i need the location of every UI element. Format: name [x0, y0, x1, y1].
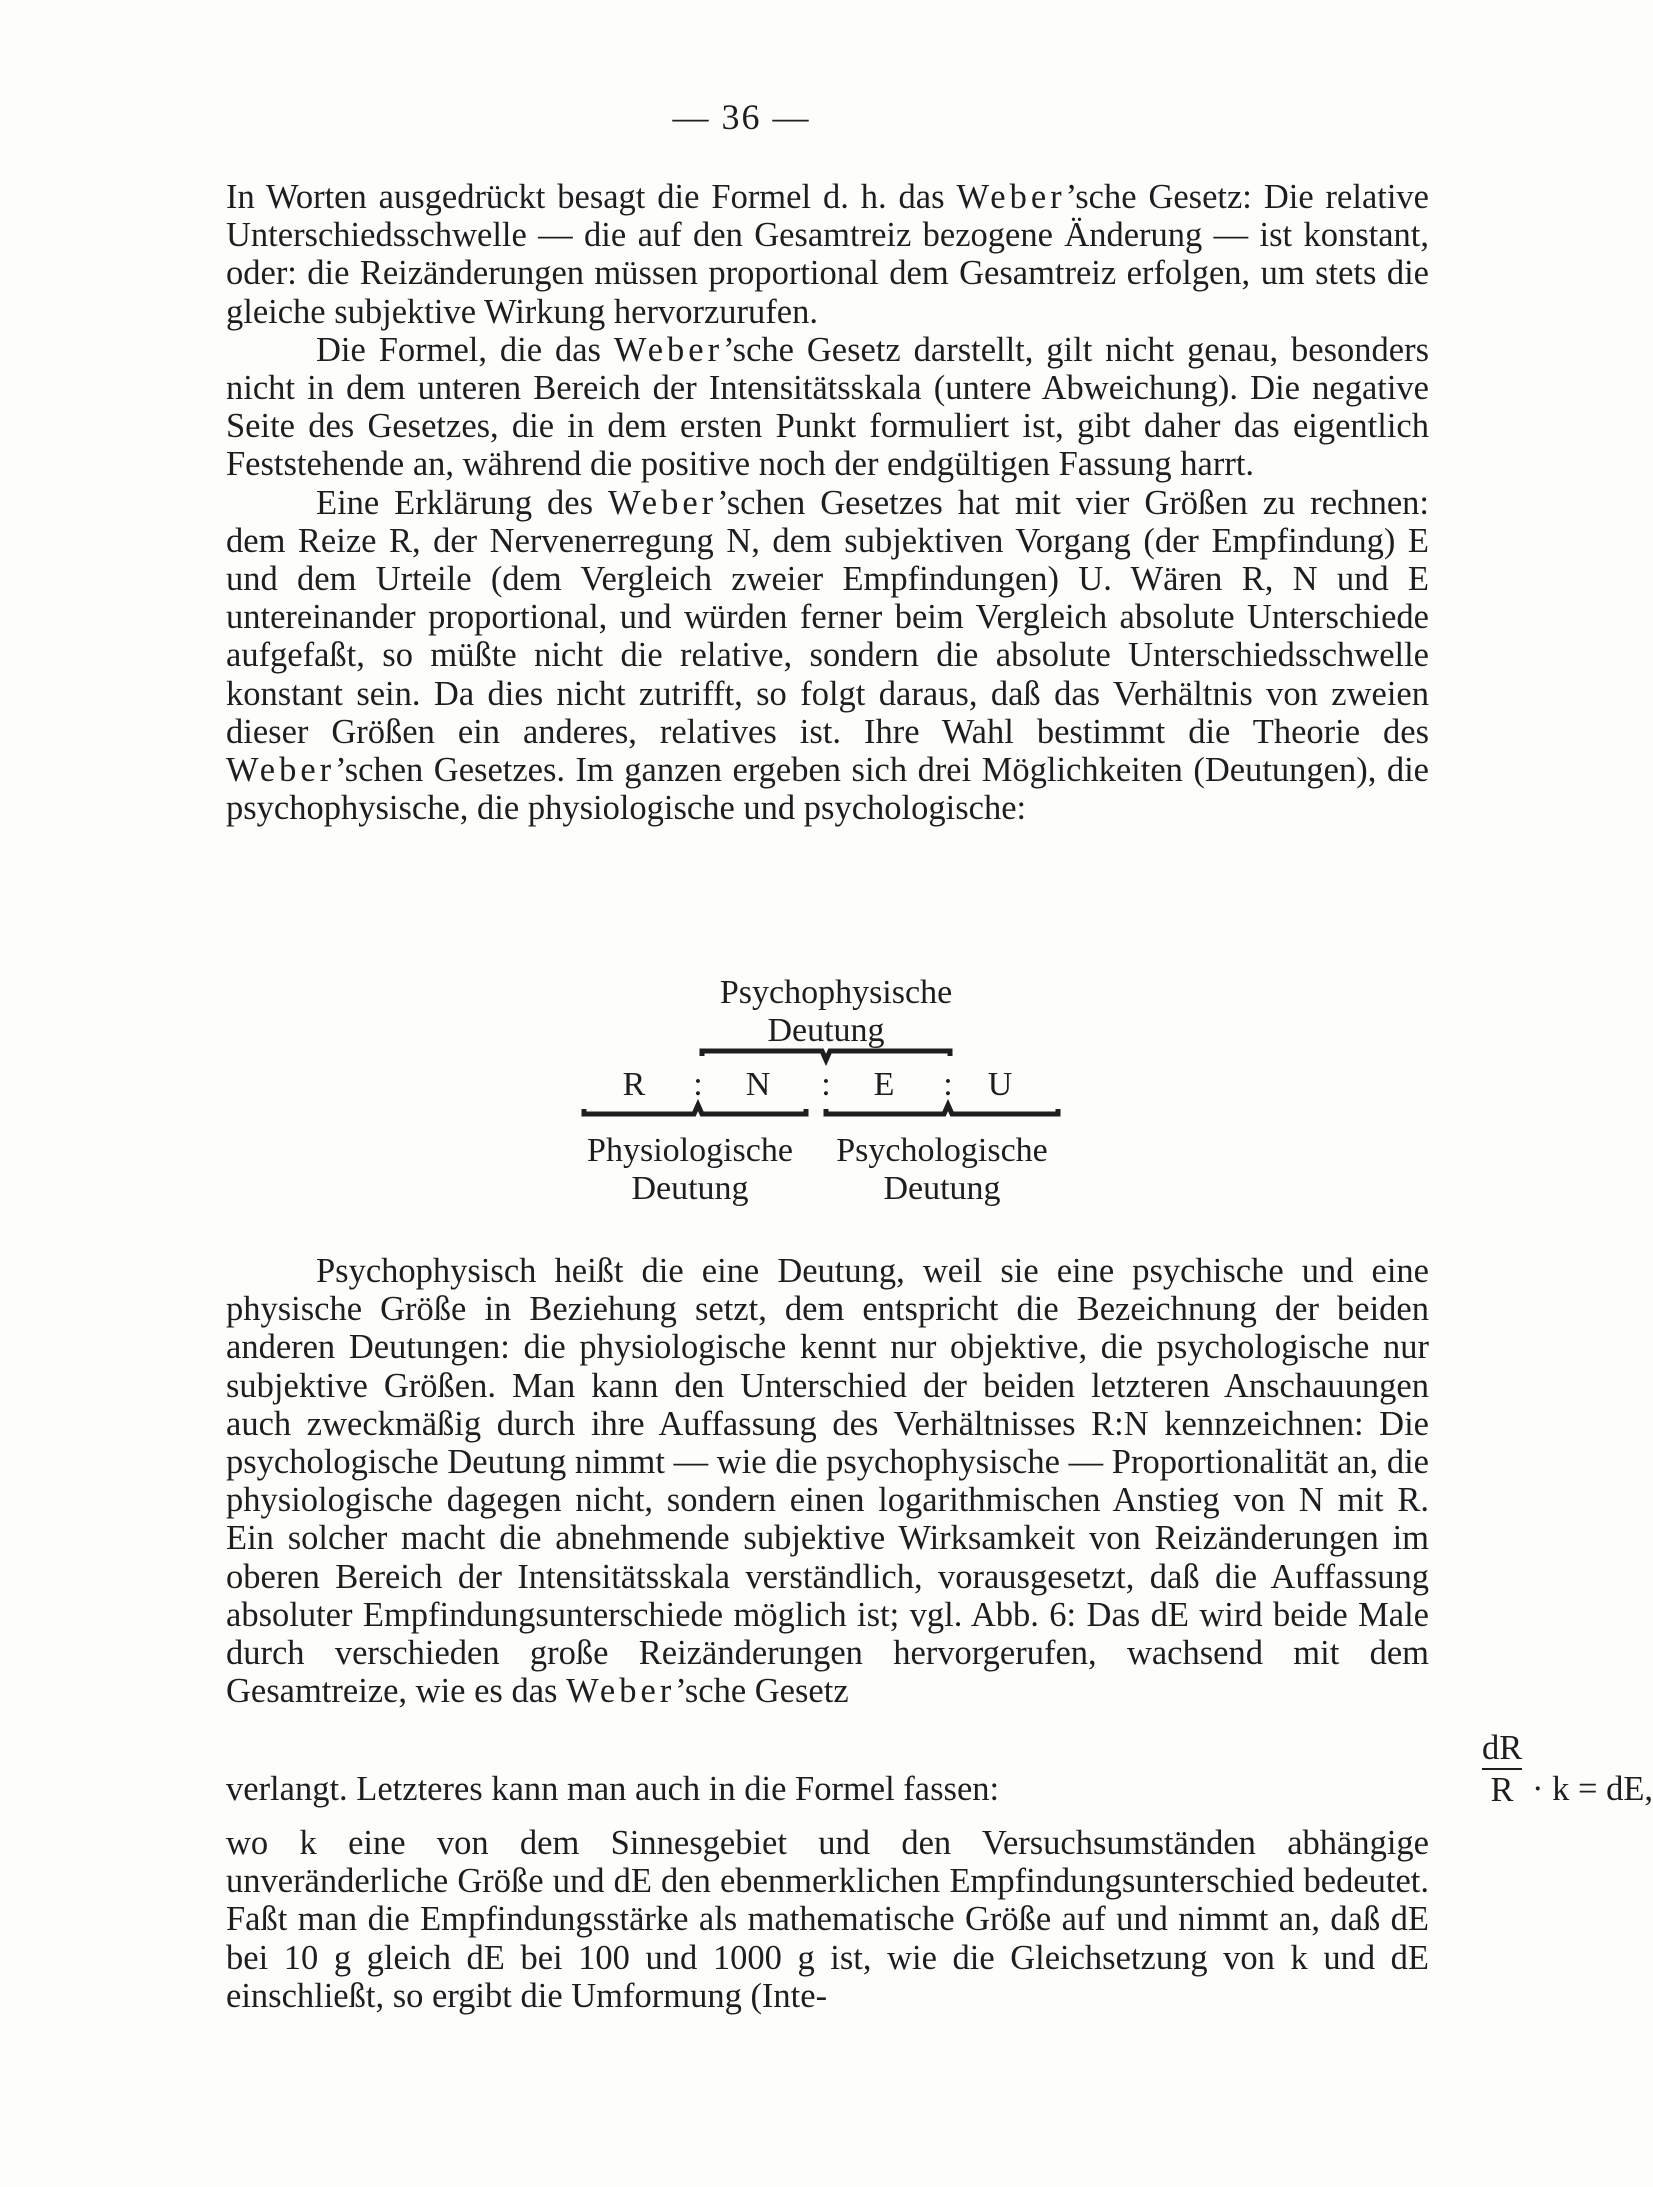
paragraph-3-text-c: ’schen Gesetzes hat mit vier Größen zu rechnen: dem Reize R, der Nervenerregung N, dem subjektiven Vorgang (der Empfindung) E und dem Urteile (dem Vergleich zweier Empfindungen) U. Wären R, N und E untereinander proportional, und würden ferner beim Vergleich absolute Unterschiede aufgefaßt, so müßte nicht die relative, sondern die absolute Unterschiedsschwelle konstant sein. Da dies nicht zutrifft, so folgt daraus, daß das Verhältnis von zweien dieser Größen ein anderes, relatives ist. Ihre Wahl bestimmt die Theorie des	[226, 483, 1429, 751]
fraction-denominator: R	[1490, 1771, 1514, 1809]
paragraph-1	[226, 178, 1429, 331]
text-block-upper	[226, 178, 1429, 827]
text-block-lower	[226, 1824, 1429, 2015]
paragraph-3-text-e: ’schen Gesetzes. Im ganzen ergeben sich drei Möglichkeiten (Deutungen), die psychophysische, die physiologische und psychologische:	[226, 751, 1429, 828]
paragraph-3-text-a: Eine Erklärung des	[316, 483, 608, 522]
page-number: — 36 —	[672, 97, 811, 137]
diagram-symbol-r: R	[622, 1066, 646, 1103]
fraction-numerator: dR	[1482, 1729, 1523, 1767]
paragraph-1-text-c: ’sche Gesetz: Die relative Unterschiedsschwelle — die auf den Gesamtreiz bezogene Änderung — ist konstant, oder: die Reizänderungen müssen proportional dem Gesamtreiz erfolgen, um stets die gleiche subjektive Wirkung hervorzurufen.	[226, 178, 1429, 331]
paragraph-2-text-c: ’sche Gesetz darstellt, gilt nicht genau, besonders nicht in dem unteren Bereich der Intensitätsskala (untere Abweichung). Die negative Seite des Gesetzes, die in dem ersten Punkt formuliert ist, gibt daher das eigentlich Feststehende an, während die positive noch der endgültigen Fassung harrt.	[226, 330, 1430, 484]
paragraph-4-name-weber: Weber	[566, 1672, 676, 1711]
diagram-symbol-u: U	[987, 1066, 1013, 1103]
paragraph-4-text-a: Psychophysisch heißt die eine Deutung, weil sie eine psychische und eine physische Größe in Beziehung setzt, dem entspricht die Bezeichnung der beiden anderen Deutungen: die physiologische kennt nur objektive, die psychologische nur subjektive Größen. Man kann den Unterschied der beiden letzteren Anschauungen auch zweckmäßig durch ihre Auffassung des Verhältnisses R:N kennzeichnen: Die psychologische Deutung nimmt — wie die psychophysische — Proportionalität an, die physiologische dagegen nicht, sondern einen logarithmischen Anstieg von N mit R. Ein solcher macht die abnehmende subjektive Wirksamkeit von Reizänderungen im oberen Bereich der Intensitätsskala verständlich, vorausgesetzt, daß die Auffassung absoluter Empfindungsunterschiede möglich ist; vgl. Abb. 6: Das dE wird beide Male durch verschieden große Reizänderungen hervorgerufen, wachsend mit dem Gesamtreize, wie es das	[226, 1252, 1429, 1711]
paragraph-2-text-a: Die Formel, die das	[316, 330, 614, 369]
paragraph-5-text-a: wo k eine von dem Sinnesgebiet und den Versuchsumständen abhängige unveränderliche Größe und dE den ebenmerklichen Empfindungsunterschied bedeutet. Faßt man die Empfindungsstärke als mathematische Größe auf und nimmt an, daß dE bei 10 g gleich dE bei 100 und 1000 g ist, wie die Gleichsetzung von k und dE einschließt, so ergibt die Umformung (Inte-	[226, 1824, 1429, 2015]
diagram-top-label-1: Psychophysische	[719, 974, 953, 1011]
diagram-symbol-n: N	[745, 1066, 771, 1103]
diagram-colon-1: :	[693, 1066, 703, 1103]
diagram-left-label-2: Deutung	[631, 1170, 749, 1207]
formula-line	[226, 1729, 1653, 1820]
diagram-left-label-1: Physiologische	[587, 1132, 793, 1169]
paragraph-4-text-c: ’sche Gesetz	[675, 1672, 849, 1711]
formula-fraction	[1482, 1730, 1522, 1808]
paragraph-2-name-weber: Weber	[613, 330, 724, 369]
fraction-bar	[1482, 1768, 1522, 1770]
paragraph-5	[226, 1824, 1429, 2015]
diagram-symbol-e: E	[873, 1066, 895, 1103]
paragraph-4	[226, 1252, 1429, 1710]
diagram-right-label-2: Deutung	[883, 1170, 1001, 1207]
diagram-top-label-2: Deutung	[767, 1012, 885, 1049]
formula-lead-text: verlangt. Letzteres kann man auch in die Formel fassen:	[226, 1770, 1000, 1808]
paragraph-2	[226, 331, 1429, 484]
formula-tail: · k = dE,	[1532, 1770, 1653, 1808]
diagram-colon-2: :	[821, 1066, 831, 1103]
diagram-colon-3: :	[943, 1066, 953, 1103]
paragraph-3-name-weber: Weber	[607, 483, 718, 522]
diagram-right-label-1: Psychologische	[836, 1132, 1048, 1169]
paragraph-1-name-weber: Weber	[956, 178, 1066, 216]
paragraph-3-name-weber-2: Weber	[226, 751, 336, 790]
text-block-middle	[226, 1252, 1429, 1710]
paragraph-3	[226, 484, 1429, 828]
paragraph-1-text-a: In Worten ausgedrückt besagt die Formel d. h. das	[226, 178, 957, 216]
